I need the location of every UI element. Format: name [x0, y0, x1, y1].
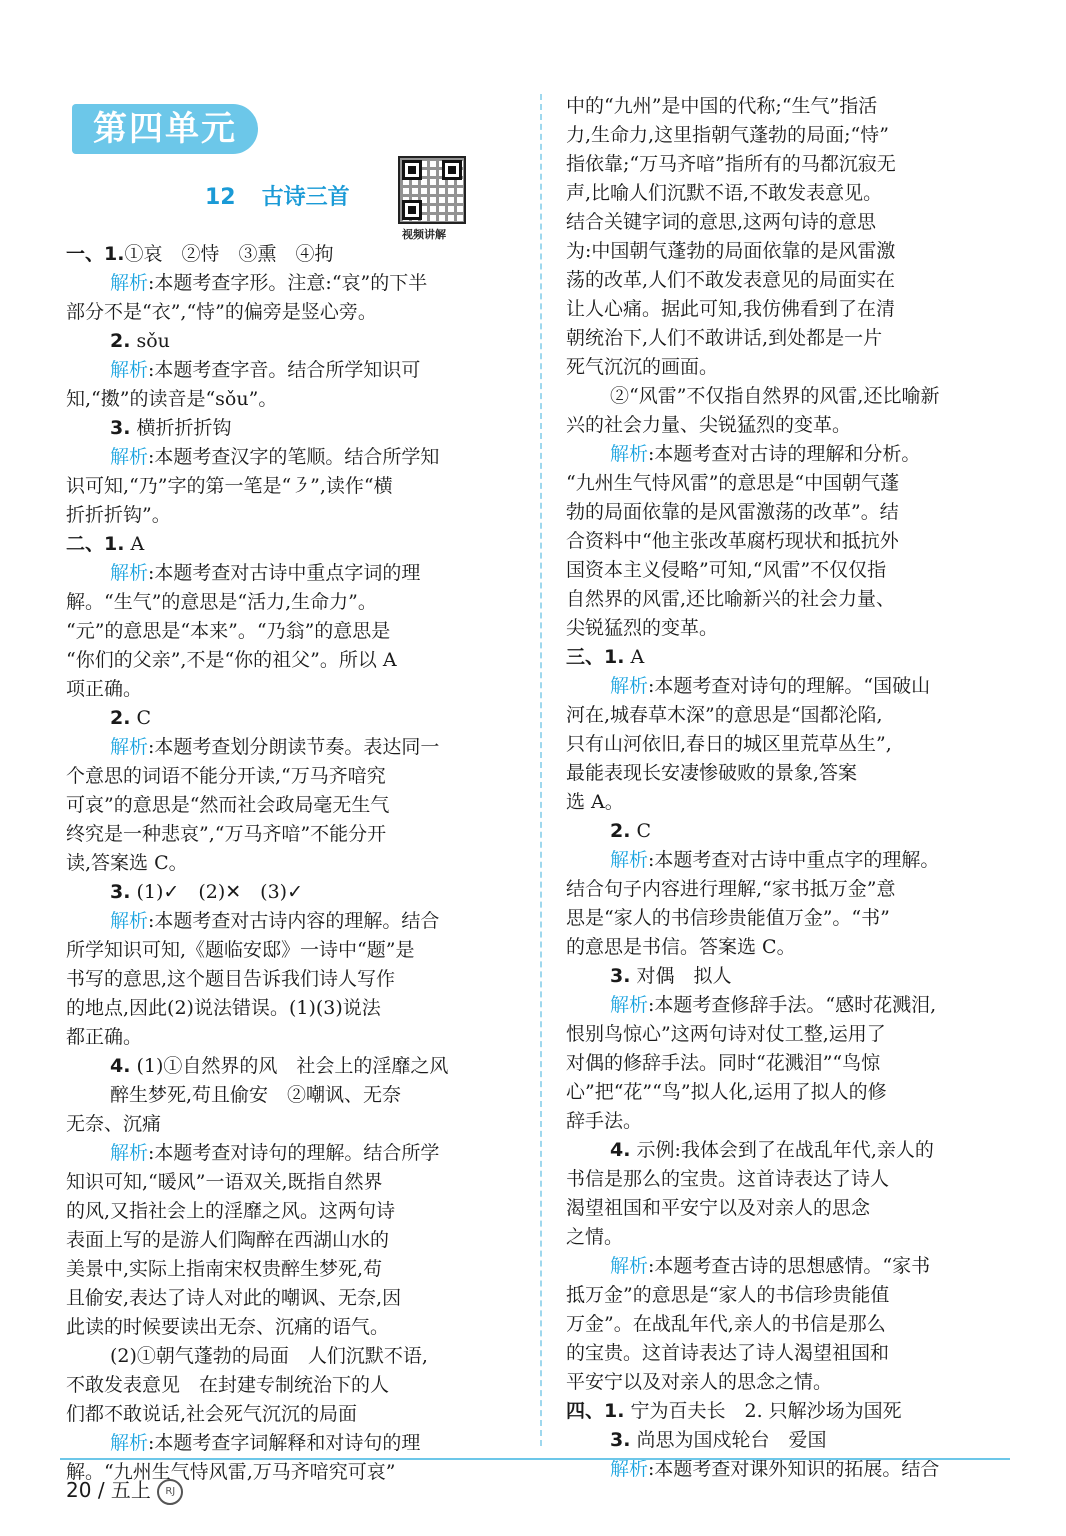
line-text: 选 A。: [566, 791, 624, 813]
text-line: [66, 559, 520, 588]
section-number: 二、: [66, 533, 105, 555]
text-line: [566, 585, 1004, 614]
text-line: [66, 1226, 520, 1255]
line-text: 所学知识可知,《题临安邸》一诗中“题”是: [66, 939, 415, 961]
analysis-label: 解析: [110, 1142, 149, 1164]
text-line: [66, 1110, 520, 1139]
text-line: [566, 527, 1004, 556]
text-line: [66, 472, 520, 501]
analysis-label: 解析: [110, 272, 149, 294]
text-line: [566, 121, 1004, 150]
line-text: 美景中,实际上指南宋权贵醉生梦死,苟: [66, 1258, 383, 1280]
line-text: 抵万金”的意思是“家人的书信珍贵能值: [566, 1284, 890, 1306]
question-number: 3.: [610, 965, 631, 987]
text-line: [66, 791, 520, 820]
text-line: [566, 1339, 1004, 1368]
question-number: 1.: [104, 243, 125, 265]
line-text: 兴的社会力量、尖锐猛烈的变革。: [566, 414, 852, 436]
lesson-number: 12: [205, 185, 236, 210]
text-line: [566, 672, 1004, 701]
line-text: 心”把“花”“鸟”拟人化,运用了拟人的修: [566, 1081, 887, 1103]
text-line: [566, 643, 1004, 672]
text-line: [66, 240, 520, 269]
text-line: [566, 788, 1004, 817]
analysis-label: 解析: [110, 446, 149, 468]
text-line: [566, 208, 1004, 237]
column-divider: [540, 94, 542, 1446]
line-text: ②“风雷”不仅指自然界的风雷,还比喻新: [610, 385, 940, 407]
text-line: [566, 1310, 1004, 1339]
question-number: 3.: [110, 881, 131, 903]
text-line: [66, 762, 520, 791]
analysis-label: 解析: [610, 849, 649, 871]
text-line: [66, 1313, 520, 1342]
line-text: 声,比喻人们沉默不语,不敢发表意见。: [566, 182, 883, 204]
text-line: [66, 1429, 520, 1458]
text-line: [66, 588, 520, 617]
analysis-label: 解析: [610, 675, 649, 697]
line-text: “元”的意思是“本来”。“乃翁”的意思是: [66, 620, 391, 642]
text-line: [66, 646, 520, 675]
text-line: [566, 1223, 1004, 1252]
text-line: [566, 440, 1004, 469]
text-line: [566, 962, 1004, 991]
line-text: C: [630, 820, 652, 842]
text-line: [566, 730, 1004, 759]
question-number: 3.: [110, 417, 131, 439]
text-line: [566, 846, 1004, 875]
question-number: 2.: [610, 820, 631, 842]
left-column: [66, 240, 520, 1487]
lesson-name: 古诗三首: [261, 185, 350, 210]
text-line: [66, 994, 520, 1023]
text-line: [66, 501, 520, 530]
line-text: :本题考查修辞手法。“感时花溅泪,: [648, 994, 937, 1016]
text-line: [566, 701, 1004, 730]
analysis-label: 解析: [110, 736, 149, 758]
question-number: 2.: [110, 707, 131, 729]
question-number: 3.: [610, 1429, 631, 1451]
text-line: [566, 382, 1004, 411]
text-line: [566, 498, 1004, 527]
line-text: 的意思是书信。答案选 C。: [566, 936, 796, 958]
line-text: 都正确。: [66, 1026, 143, 1048]
text-line: [66, 907, 520, 936]
text-line: [566, 1397, 1004, 1426]
text-line: [566, 150, 1004, 179]
text-line: [66, 1081, 520, 1110]
line-text: 恨别鸟惊心”这两句诗对仗工整,运用了: [566, 1023, 886, 1045]
line-text: :本题考查字词解释和对诗句的理: [148, 1432, 421, 1454]
line-text: 荡的改革,人们不敢发表意见的局面实在: [566, 269, 896, 291]
line-text: 解。“生气”的意思是“活力,生命力”。: [66, 591, 377, 613]
text-line: [66, 965, 520, 994]
text-line: [566, 1252, 1004, 1281]
line-text: 死气沉沉的画面。: [566, 356, 719, 378]
grade-label: 五上: [110, 1478, 151, 1502]
page-footer: [66, 1474, 183, 1505]
text-line: [66, 1284, 520, 1313]
line-text: 最能表现长安凄惨破败的景象,答案: [566, 762, 858, 784]
text-line: [566, 1078, 1004, 1107]
line-text: 思是“家人的书信珍贵能值万金”。“书”: [566, 907, 890, 929]
text-line: [66, 1371, 520, 1400]
line-text: 示例:我体会到了在战乱年代,亲人的: [630, 1139, 934, 1161]
line-text: (1)✓ (2)✕ (3)✓: [130, 881, 303, 903]
line-text: 尖锐猛烈的变革。: [566, 617, 719, 639]
text-line: [66, 1197, 520, 1226]
text-line: [566, 1020, 1004, 1049]
line-text: sǒu: [130, 330, 170, 352]
line-text: 终究是一种悲哀”,“万马齐喑”不能分开: [66, 823, 387, 845]
line-text: 勃的局面依靠的是风雷激荡的改革”。结: [566, 501, 899, 523]
text-line: [66, 675, 520, 704]
text-line: [566, 1281, 1004, 1310]
line-text: 折折折钩”。: [66, 504, 171, 526]
line-text: :本题考查对古诗的理解和分析。: [648, 443, 921, 465]
line-text: 个意思的词语不能分开读,“万马齐喑究: [66, 765, 386, 787]
line-text: 之情。: [566, 1226, 624, 1248]
line-text: 书写的意思,这个题目告诉我们诗人写作: [66, 968, 396, 990]
text-line: [66, 1255, 520, 1284]
text-line: [566, 1136, 1004, 1165]
text-line: [66, 385, 520, 414]
section-number: 三、: [566, 646, 605, 668]
text-line: [66, 356, 520, 385]
line-text: 知识可知,“暖风”一语双关,既指自然界: [66, 1171, 383, 1193]
edition-badge-icon: RJ: [157, 1479, 183, 1505]
line-text: (2)①朝气蓬勃的局面 人们沉默不语,: [110, 1345, 428, 1367]
line-text: 解。“九州生气恃风雷,万马齐喑究可哀”: [66, 1461, 396, 1483]
analysis-label: 解析: [110, 910, 149, 932]
line-text: 结合句子内容进行理解,“家书抵万金”意: [566, 878, 896, 900]
line-text: “你们的父亲”,不是“你的祖父”。所以 A: [66, 649, 397, 671]
line-text: :本题考查字音。结合所学知识可: [148, 359, 421, 381]
qr-code-icon[interactable]: [398, 156, 466, 224]
text-line: [566, 237, 1004, 266]
analysis-label: 解析: [110, 1432, 149, 1454]
question-number: 4.: [110, 1055, 131, 1077]
line-text: 宁为百夫长 2. 只解沙场为国死: [624, 1400, 902, 1422]
line-text: 识可知,“乃”字的第一笔是“㇋”,读作“横: [66, 475, 393, 497]
analysis-label: 解析: [610, 443, 649, 465]
line-text: 此读的时候要读出无奈、沉痛的语气。: [66, 1316, 390, 1338]
text-line: [566, 875, 1004, 904]
line-text: 横折折折钩: [130, 417, 232, 439]
text-line: [66, 1168, 520, 1197]
line-text: 平安宁以及对亲人的思念之情。: [566, 1371, 833, 1393]
text-line: [66, 849, 520, 878]
line-text: :本题考查字形。注意:“哀”的下半: [148, 272, 428, 294]
line-text: 且偷安,表达了诗人对此的嘲讽、无奈,因: [66, 1287, 402, 1309]
line-text: 尚思为国戍轮台 爱国: [630, 1429, 827, 1451]
text-line: [66, 414, 520, 443]
lesson-title: [205, 180, 350, 211]
line-text: 力,生命力,这里指朝气蓬勃的局面;“恃”: [566, 124, 889, 146]
line-text: 渴望祖国和平安宁以及对亲人的思念: [566, 1197, 871, 1219]
section-number: 四、: [566, 1400, 605, 1422]
line-text: :本题考查古诗的思想感情。“家书: [648, 1255, 931, 1277]
line-text: 的风,又指社会上的淫靡之风。这两句诗: [66, 1200, 396, 1222]
text-line: [566, 1368, 1004, 1397]
text-line: [566, 1165, 1004, 1194]
text-line: [566, 324, 1004, 353]
qr-label: 视频讲解: [402, 228, 446, 241]
analysis-label: 解析: [610, 1255, 649, 1277]
line-text: :本题考查对诗句的理解。“国破山: [648, 675, 931, 697]
line-text: :本题考查对诗句的理解。结合所学: [148, 1142, 440, 1164]
line-text: 读,答案选 C。: [66, 852, 188, 874]
line-text: 结合关键字词的意思,这两句诗的意思: [566, 211, 877, 233]
analysis-label: 解析: [110, 359, 149, 381]
text-line: [66, 936, 520, 965]
line-text: (1)①自然界的风 社会上的淫靡之风: [130, 1055, 449, 1077]
text-line: [566, 817, 1004, 846]
analysis-label: 解析: [610, 994, 649, 1016]
line-text: 知,“擞”的读音是“sǒu”。: [66, 388, 278, 410]
question-number: 1.: [104, 533, 125, 555]
text-line: [566, 759, 1004, 788]
line-text: 可哀”的意思是“然而社会政局毫无生气: [66, 794, 390, 816]
text-line: [566, 556, 1004, 585]
line-text: 醉生梦死,苟且偷安 ②嘲讽、无奈: [110, 1084, 402, 1106]
text-line: [66, 704, 520, 733]
text-line: [566, 92, 1004, 121]
line-text: C: [130, 707, 152, 729]
line-text: 们都不敢说话,社会死气沉沉的局面: [66, 1403, 358, 1425]
text-line: [566, 933, 1004, 962]
analysis-label: 解析: [610, 1458, 649, 1480]
question-number: 1.: [604, 646, 625, 668]
line-text: 的地点,因此(2)说法错误。(1)(3)说法: [66, 997, 381, 1019]
line-text: 书信是那么的宝贵。这首诗表达了诗人: [566, 1168, 890, 1190]
footer-separator: /: [97, 1478, 105, 1502]
unit-banner: 第四单元: [72, 104, 258, 154]
line-text: 表面上写的是游人们陶醉在西湖山水的: [66, 1229, 390, 1251]
text-line: [566, 353, 1004, 382]
line-text: ①哀 ②恃 ③熏 ④拘: [124, 243, 334, 265]
footer-rule: [60, 1458, 1010, 1460]
line-text: 万金”。在战乱年代,亲人的书信是那么: [566, 1313, 886, 1335]
line-text: 对偶的修辞手法。同时“花溅泪”“鸟惊: [566, 1052, 881, 1074]
text-line: [566, 411, 1004, 440]
line-text: 自然界的风雷,还比喻新兴的社会力量、: [566, 588, 896, 610]
line-text: 只有山河依旧,春日的城区里荒草丛生”,: [566, 733, 892, 755]
analysis-label: 解析: [110, 562, 149, 584]
text-line: [566, 469, 1004, 498]
line-text: 项正确。: [66, 678, 143, 700]
text-line: [66, 530, 520, 559]
text-line: [66, 617, 520, 646]
text-line: [566, 1194, 1004, 1223]
section-number: 一、: [66, 243, 105, 265]
text-line: [66, 733, 520, 762]
line-text: 指依靠;“万马齐喑”指所有的马都沉寂无: [566, 153, 896, 175]
line-text: 让人心痛。据此可知,我仿佛看到了在清: [566, 298, 896, 320]
text-line: [66, 1052, 520, 1081]
text-line: [66, 1139, 520, 1168]
page-number: 20: [66, 1478, 92, 1502]
text-line: [566, 991, 1004, 1020]
text-line: [66, 443, 520, 472]
line-text: “九州生气恃风雷”的意思是“中国朝气蓬: [566, 472, 900, 494]
line-text: 合资料中“他主张改革腐朽现状和抵抗外: [566, 530, 899, 552]
question-number: 2.: [110, 330, 131, 352]
line-text: :本题考查划分朗读节奏。表达同一: [148, 736, 440, 758]
line-text: :本题考查对古诗中重点字的理解。: [648, 849, 940, 871]
text-line: [66, 298, 520, 327]
text-line: [66, 1342, 520, 1371]
line-text: 国资本主义侵略”可知,“风雷”不仅仅指: [566, 559, 887, 581]
line-text: :本题考查对课外知识的拓展。结合: [648, 1458, 940, 1480]
question-number: 1.: [604, 1400, 625, 1422]
line-text: :本题考查对古诗中重点字词的理: [148, 562, 421, 584]
text-line: [566, 266, 1004, 295]
text-line: [566, 1049, 1004, 1078]
line-text: 无奈、沉痛: [66, 1113, 162, 1135]
text-line: [566, 179, 1004, 208]
text-line: [66, 820, 520, 849]
line-text: 对偶 拟人: [630, 965, 732, 987]
text-line: [566, 614, 1004, 643]
line-text: 不敢发表意见 在封建专制统治下的人: [66, 1374, 390, 1396]
right-column: [566, 92, 1004, 1484]
line-text: 辞手法。: [566, 1110, 643, 1132]
text-line: [66, 327, 520, 356]
line-text: :本题考查汉字的笔顺。结合所学知: [148, 446, 440, 468]
text-line: [566, 1426, 1004, 1455]
text-line: [566, 904, 1004, 933]
line-text: 中的“九州”是中国的代称;“生气”指活: [566, 95, 878, 117]
line-text: 朝统治下,人们不敢讲话,到处都是一片: [566, 327, 883, 349]
line-text: 部分不是“衣”,“恃”的偏旁是竖心旁。: [66, 301, 377, 323]
text-line: [566, 295, 1004, 324]
line-text: 的宝贵。这首诗表达了诗人渴望祖国和: [566, 1342, 890, 1364]
line-text: A: [624, 646, 645, 668]
text-line: [66, 1400, 520, 1429]
line-text: A: [124, 533, 145, 555]
text-line: [66, 1023, 520, 1052]
question-number: 4.: [610, 1139, 631, 1161]
line-text: :本题考查对古诗内容的理解。结合: [148, 910, 440, 932]
text-line: [66, 269, 520, 298]
text-line: [566, 1107, 1004, 1136]
line-text: 河在,城春草木深”的意思是“国都沦陷,: [566, 704, 883, 726]
line-text: 为:中国朝气蓬勃的局面依靠的是风雷激: [566, 240, 896, 262]
text-line: [66, 878, 520, 907]
